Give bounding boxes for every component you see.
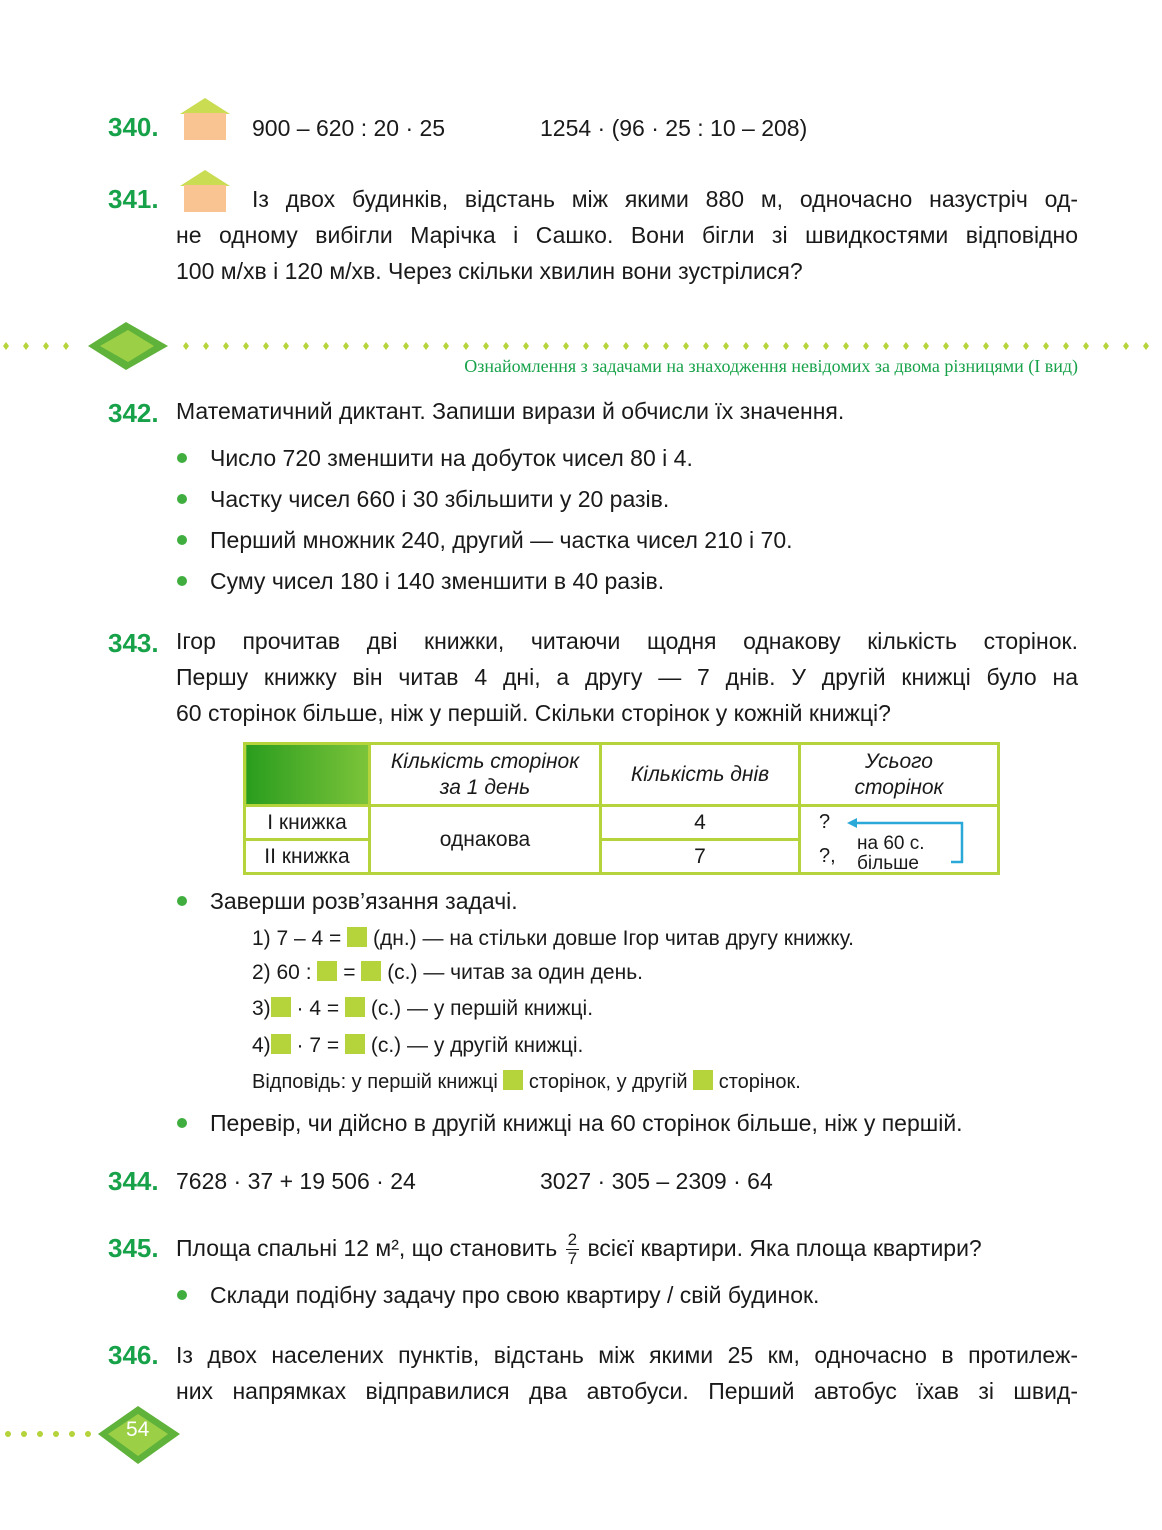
blank-box	[271, 997, 291, 1017]
list-item: Число 720 зменшити на добуток чисел 80 і 4.	[210, 445, 693, 471]
text-line: 100 м/хв і 120 м/хв. Через скільки хвилин вони зустрілися?	[176, 258, 803, 284]
house-icon	[176, 96, 234, 142]
cell-total: ? ?, на 60 с. більше	[800, 806, 999, 874]
list-item: Частку чисел 660 і 30 збільшити у 20 разів.	[210, 486, 670, 512]
exercise-number: 344.	[108, 1166, 159, 1196]
blank-box	[345, 1034, 365, 1054]
blank-box	[347, 927, 367, 947]
row-label: І книжка	[245, 806, 370, 840]
blank-box	[361, 961, 381, 981]
table-corner	[245, 744, 370, 806]
cell-days: 7	[601, 840, 800, 874]
exercise-number: 345.	[108, 1233, 159, 1263]
bullet	[177, 494, 187, 504]
exercise-number: 341.	[108, 184, 159, 214]
list-item: Суму чисел 180 і 140 зменшити в 40 разів.	[210, 568, 665, 594]
header-total: Усього сторінок	[800, 744, 999, 806]
text-line: не одному вибігли Марічка і Сашко. Вони бігли зі швидкостями відповідно	[176, 222, 1078, 248]
exercise-number: 340.	[108, 112, 159, 142]
expression: 7628 · 37 + 19 506 · 24	[176, 1168, 416, 1194]
check-text: Перевір, чи дійсно в другій книжці на 60 сторінок більше, ніж у першій.	[210, 1110, 963, 1136]
header-days: Кількість днів	[601, 744, 800, 806]
blank-box	[693, 1070, 713, 1090]
blank-box	[503, 1070, 523, 1090]
section-title: Ознайомлення з задачами на знаходження невідомих за двома різницями (І вид)	[464, 356, 1078, 376]
header-pages-per-day: Кількість сторінок за 1 день	[370, 744, 601, 806]
cell-days: 4	[601, 806, 800, 840]
solution-step-3: 3) · 4 = (с.) — у першій книжці.	[252, 997, 594, 1020]
solution-step-4: 4) · 7 = (с.) — у другій книжці.	[252, 1034, 584, 1057]
expression: 900 – 620 : 20 · 25	[252, 115, 446, 141]
exercise-number: 346.	[108, 1340, 159, 1370]
house-icon	[176, 168, 234, 214]
task-text: Заверши розв’язання задачі.	[210, 888, 518, 914]
text-line: Ігор прочитав дві книжки, читаючи щодня однакову кількість сторінок.	[176, 628, 1078, 654]
bullet	[177, 576, 187, 586]
bullet	[177, 1118, 187, 1128]
bullet	[177, 896, 187, 906]
blank-box	[271, 1034, 291, 1054]
blank-box	[345, 997, 365, 1017]
expression: 3027 · 305 – 2309 · 64	[540, 1168, 773, 1194]
text-line: них напрямках відправилися два автобуси. Перший автобус їхав зі швид-	[176, 1378, 1078, 1404]
data-table	[243, 742, 1000, 875]
fraction: $\frac{2}{7}$	[567, 1230, 578, 1269]
text-line: Математичний диктант. Запиши вирази й обчисли їх значення.	[176, 398, 845, 424]
solution-step-2: 2) 60 : = (с.) — читав за один день.	[252, 961, 643, 984]
exercise-number: 343.	[108, 628, 159, 658]
exercise-number: 342.	[108, 398, 159, 428]
list-item: Перший множник 240, другий — частка чисел 210 і 70.	[210, 527, 793, 553]
text-line: Із двох будинків, відстань між якими 880 м, одночасно назустріч од-	[252, 186, 1078, 212]
solution-step-1: 1) 7 – 4 = (дн.) — на стільки довше Ігор читав другу книжку.	[252, 927, 854, 950]
row-label: ІІ книжка	[245, 840, 370, 874]
bullet	[177, 453, 187, 463]
arrow-icon	[845, 811, 969, 871]
expression: 1254 · (96 · 25 : 10 – 208)	[540, 115, 808, 141]
bullet	[177, 1290, 187, 1300]
blank-box	[317, 961, 337, 981]
text-line: Першу книжку він читав 4 дні, а другу — 7 днів. У другій книжці було на	[176, 664, 1078, 690]
text-line: Із двох населених пунктів, відстань між якими 25 км, одночасно в протилеж-	[176, 1342, 1078, 1368]
answer-line: Відповідь: у першій книжці сторінок, у другій сторінок.	[252, 1071, 801, 1093]
bullet	[177, 535, 187, 545]
list-item: Склади подібну задачу про свою квартиру / свій будинок.	[210, 1282, 820, 1308]
page-footer-ornament	[0, 1404, 200, 1468]
cell-same: однакова	[370, 806, 601, 874]
page-number: 54	[126, 1418, 150, 1441]
text-line: 60 сторінок більше, ніж у першій. Скільки сторінок у кожній книжці?	[176, 700, 891, 726]
text-line: Площа спальні 12 м², що становить $\frac{2}{7}$ всієї квартири. Яка площа квартири?	[176, 1230, 982, 1269]
